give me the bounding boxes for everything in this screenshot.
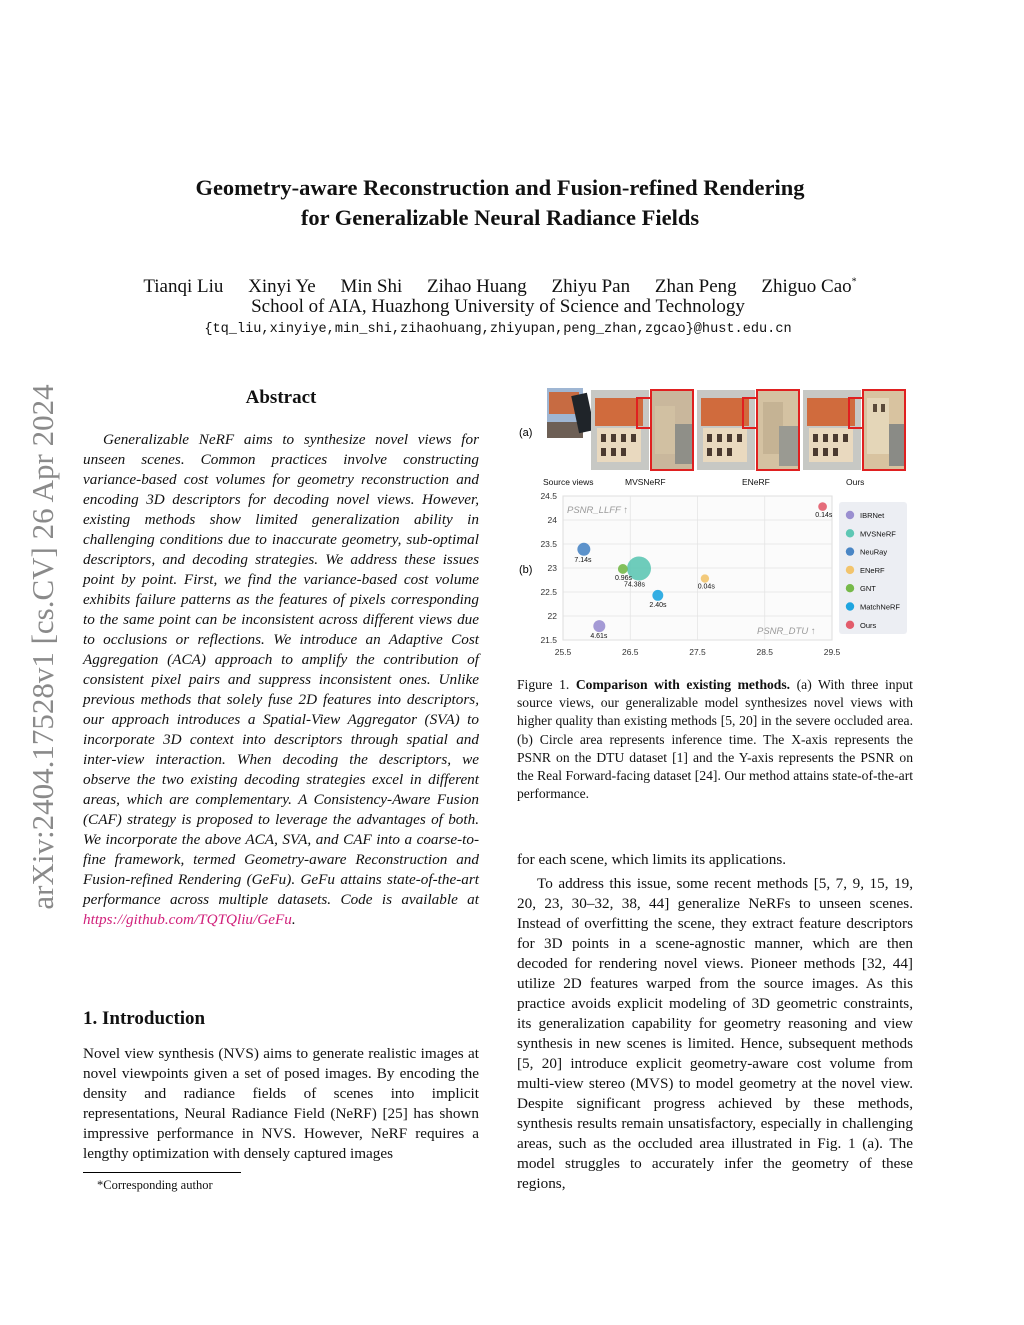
label-a: (a) xyxy=(519,427,533,439)
y-ticks xyxy=(540,491,557,645)
figure-caption xyxy=(517,676,913,803)
abstract-body: Generalizable NeRF aims to synthesize novel views for unseen scenes. Common practices involve constructing variance-based cost volumes for geometry reconstruction and encoding 3D descriptors for decoding novel views. However, existing methods show limited generalization ability in challenging conditions due to inaccurate geometry, sub-optimal descriptors, and decoding strategies. We address these issues point by point. First, we find the variance-based cost volume exhibits failure patterns as the features of pixels corresponding to the same point can be inconsistent across different views due to occlusions or reflections. We introduce an Adaptive Cost Aggregation (ACA) approach to amplify the contribution of consistent pixel pairs and suppress inconsistent ones. Unlike previous methods that solely fuse 2D features into descriptors, our approach introduces a Spatial-View Aggregator (SVA) to incorporate 3D context into descriptors through spatial and inter-view interaction. When decoding the descriptors, we observe the two existing decoding strategies excel in different areas, which are complementary. A Consistency-Aware Fusion (CAF) strategy is proposed to leverage the advantages of both. We incorporate the above ACA, SVA, and CAF into a coarse-to-fine framework, termed Geometry-aware Reconstruction and Fusion-refined Rendering (GeFu). GeFu attains state-of-the-art performance across multiple datasets. Code is available at xyxy=(83,431,479,908)
legend-marker xyxy=(846,602,854,610)
x-tick-label: 26.5 xyxy=(621,647,639,657)
data-point-neuray xyxy=(577,543,590,556)
y-tick-label: 24.5 xyxy=(540,491,557,501)
abstract-heading: Abstract xyxy=(245,387,317,408)
arxiv-stamp xyxy=(22,352,64,942)
image-label: ENeRF xyxy=(742,477,770,487)
legend-label: MatchNeRF xyxy=(860,602,901,612)
data-point-matchnerf xyxy=(652,590,663,601)
data-point-enerf xyxy=(701,574,709,582)
legend-marker xyxy=(846,547,854,555)
title-line-2: for Generalizable Neural Radiance Fields xyxy=(300,205,700,230)
data-label: 0.96s xyxy=(614,574,633,582)
data-point-gnt xyxy=(618,564,628,574)
caption-label: Figure 1. xyxy=(517,677,570,692)
author: Xinyi Ye xyxy=(248,276,316,298)
x-axis-label: PSNR_DTU ↑ xyxy=(757,626,816,637)
corresponding-mark: * xyxy=(851,277,857,288)
data-point-ibrnet xyxy=(593,620,605,632)
author: Zhan Peng xyxy=(654,276,737,298)
legend-marker xyxy=(846,566,854,574)
y-tick-label: 22 xyxy=(547,611,557,621)
mvsnerf-image xyxy=(591,390,693,470)
y-tick-label: 23 xyxy=(547,563,557,573)
legend-marker xyxy=(846,511,854,519)
legend-label: GNT xyxy=(860,584,876,594)
intro-heading: 1. Introduction xyxy=(83,1008,206,1029)
intro-paragraph-2: To address this issue, some recent methods [5, 7, 9, 15, 19, 20, 23, 30–32, 38, 44] generalize NeRFs to unseen scenes. Instead of overfitting the scene, they extract feature descriptors for 3D points in a scene-agnostic manner, which are then decoded for rendering novel views. Pioneer methods [32, 44] utilize 2D features warped from the source images. As this practice avoids explicit modeling of 3D geometric constraints, its generalization capability for geometry reasoning and view synthesis in new scenes is limited. Hence, subsequent methods [5, 20] introduce explicit geometry-aware cost volume from multi-view stereo (MVS) to model geometry at the novel view. Despite significant progress achieved by these methods, synthesis results remain unsatisfactory, especially in challenging areas, such as the occluded area illustrated in Fig. 1 (a). The model struggles to accurately infer the geometry of these regions, xyxy=(517,875,913,1192)
legend-label: MVSNeRF xyxy=(860,529,896,539)
author: Tianqi Liu xyxy=(143,276,224,298)
abstract-end: . xyxy=(291,911,296,928)
legend-marker xyxy=(846,621,854,629)
title-line-1: Geometry-aware Reconstruction and Fusion-refined Rendering xyxy=(195,175,805,200)
intro-paragraph-1: Novel view synthesis (NVS) aims to generate realistic images at novel viewpoints given a set of posed images. By encoding the density and radiance fields of scenes into implicit representations, Neural Radiance Field (NeRF) [25] has shown impressive performance in NVS. However, NeRF requires a lengthy optimization with densely captured images xyxy=(83,1045,479,1162)
x-ticks xyxy=(555,647,841,657)
y-tick-label: 23.5 xyxy=(540,539,557,549)
legend-label: Ours xyxy=(860,620,877,630)
image-label: Ours xyxy=(846,477,865,487)
footnote: *Corresponding author xyxy=(97,1178,213,1192)
legend-marker xyxy=(846,529,854,537)
x-tick-label: 28.5 xyxy=(756,647,774,657)
y-tick-label: 22.5 xyxy=(540,587,557,597)
label-b: (b) xyxy=(519,564,533,576)
ours-image xyxy=(803,390,905,470)
image-label: MVSNeRF xyxy=(625,477,666,487)
figure-1 xyxy=(517,384,913,664)
caption-bold: Comparison with existing methods. xyxy=(575,677,791,692)
data-label: 0.04s xyxy=(697,583,715,591)
author: Zhiyu Pan xyxy=(551,276,631,298)
figure-svg xyxy=(517,384,913,664)
caption-text: (a) With three input source views, our generalizable model synthesizes novel views with higher quality than existing methods [5, 20] in the severe occluded area. (b) Circle area represents inference time. The X-axis represents the PSNR on the DTU dataset [1] and the Y-axis represents the PSNR on the Real Forward-facing dataset [24]. Our method attains state-of-the-art performance. xyxy=(517,677,913,802)
source-views-image xyxy=(547,388,595,438)
data-point-ours xyxy=(818,502,827,511)
image-label: Source views xyxy=(543,477,594,487)
intro-paragraph-1-continued: for each scene, which limits its applications. xyxy=(517,851,787,868)
data-label: 0.14s xyxy=(815,511,833,519)
email-list: {tq_liu,xinyiye,min_shi,zihaohuang,zhiyupan,peng_zhan,zgcao}@hust.edu.cn xyxy=(204,322,792,337)
legend xyxy=(839,502,907,634)
x-tick-label: 27.5 xyxy=(689,647,706,657)
abstract-text xyxy=(83,430,479,930)
data-label: 4.61s xyxy=(590,633,608,641)
x-tick-label: 25.5 xyxy=(554,647,572,657)
y-tick-label: 21.5 xyxy=(540,635,557,645)
legend-label: IBRNet xyxy=(860,511,885,520)
code-link[interactable]: https://github.com/TQTQliu/GeFu xyxy=(83,911,292,928)
legend-label: NeuRay xyxy=(860,547,888,557)
author: Zihao Huang xyxy=(427,276,527,298)
x-tick-label: 29.5 xyxy=(823,647,841,657)
author: Min Shi xyxy=(340,276,403,298)
footnote-rule xyxy=(83,1172,241,1173)
y-axis-label: PSNR_LLFF ↑ xyxy=(567,505,629,516)
y-tick-label: 24 xyxy=(547,515,557,525)
data-label: 74.38s xyxy=(623,581,646,589)
legend-marker xyxy=(846,584,854,592)
data-label: 2.40s xyxy=(649,601,667,609)
paper-title xyxy=(0,173,1000,233)
data-label: 7.14s xyxy=(574,556,592,564)
arxiv-id: arXiv:2404.17528v1 [cs.CV] 26 Apr 2024 xyxy=(25,384,60,910)
affiliation: School of AIA, Huazhong University of Science and Technology xyxy=(251,296,745,317)
author: Zhiguo Cao xyxy=(761,276,852,298)
enerf-image xyxy=(697,390,799,470)
legend-label: ENeRF xyxy=(860,565,885,575)
